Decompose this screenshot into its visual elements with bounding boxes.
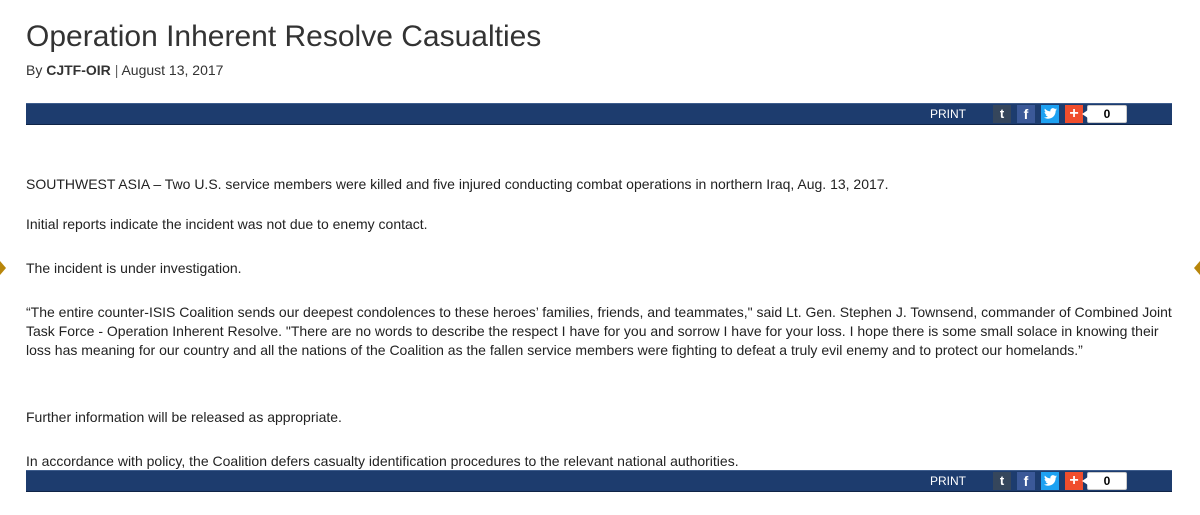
plus-icon[interactable]: +	[1065, 472, 1083, 490]
share-count: 0	[1087, 105, 1127, 123]
facebook-icon[interactable]: f	[1017, 472, 1035, 490]
next-arrow-icon[interactable]	[1194, 261, 1200, 275]
share-toolbar-top	[26, 103, 1172, 125]
share-toolbar-bottom	[26, 470, 1172, 492]
byline-author[interactable]: CJTF-OIR	[46, 62, 111, 78]
byline-date: August 13, 2017	[121, 62, 224, 78]
tumblr-icon[interactable]: t	[993, 105, 1011, 123]
prev-arrow-icon[interactable]	[0, 261, 6, 275]
paragraph: In accordance with policy, the Coalition defers casualty identification procedures to the relevant national authorities.	[26, 453, 739, 469]
print-button[interactable]: PRINT	[930, 474, 966, 488]
byline	[26, 62, 223, 78]
paragraph: SOUTHWEST ASIA – Two U.S. service members were killed and five injured conducting combat operations in northern Iraq, Aug. 13, 2017.	[26, 176, 889, 192]
share-count: 0	[1087, 472, 1127, 490]
twitter-icon[interactable]	[1041, 472, 1059, 490]
twitter-icon[interactable]	[1041, 105, 1059, 123]
facebook-icon[interactable]: f	[1017, 105, 1035, 123]
plus-icon[interactable]: +	[1065, 105, 1083, 123]
paragraph-quote: “The entire counter-ISIS Coalition sends our deepest condolences to these heroes’ families, friends, and teammates," said Lt. Gen. Stephen J. Townsend, commander of Combined Joint Task Force - Operation Inherent Resolve. "There are no words to describe the respect I have for you and sorrow I have for your loss. I hope there is some small solace in knowing their loss has meaning for our country and all the nations of the Coalition as the fallen service members were fighting to defeat a truly evil enemy and to protect our homelands.”	[26, 304, 1172, 358]
print-button[interactable]: PRINT	[930, 107, 966, 121]
page-title: Operation Inherent Resolve Casualties	[26, 20, 542, 53]
byline-separator: |	[114, 62, 119, 78]
tumblr-icon[interactable]: t	[993, 472, 1011, 490]
paragraph: Further information will be released as appropriate.	[26, 409, 342, 425]
byline-prefix: By	[26, 62, 43, 78]
paragraph: The incident is under investigation.	[26, 260, 242, 276]
paragraph: Initial reports indicate the incident was not due to enemy contact.	[26, 216, 428, 232]
